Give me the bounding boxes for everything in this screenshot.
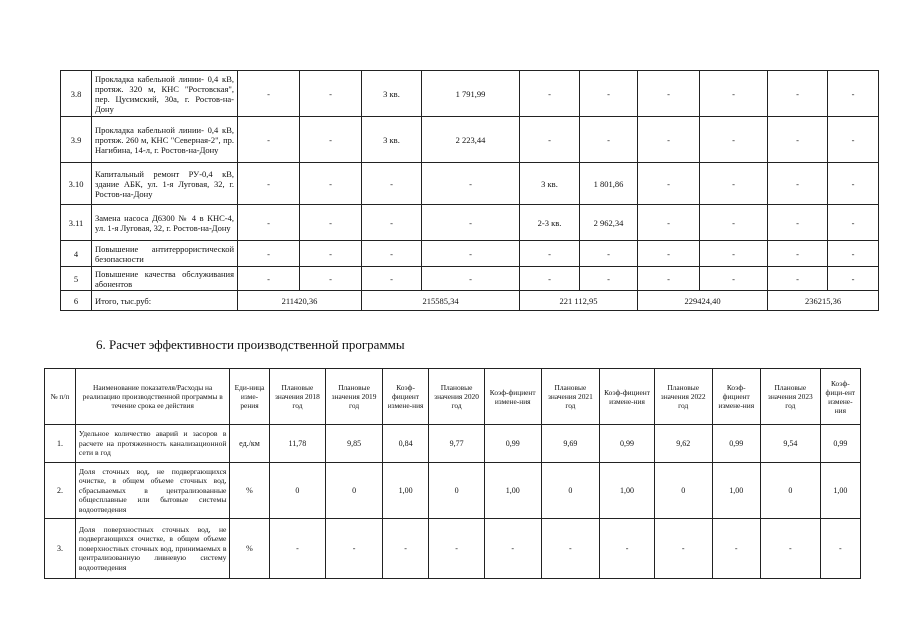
column-header: Плановые значения 2023 год (760, 369, 820, 425)
table-cell: - (828, 117, 879, 163)
column-header: № п/п (45, 369, 76, 425)
table-row (45, 463, 861, 519)
table-cell: 1 801,86 (580, 163, 638, 205)
table-cell: 2-3 кв. (520, 205, 580, 241)
row-name: Прокладка кабельной линии- 0,4 кВ, протяж. 260 м, КНС "Северная-2", пр. Нагибина, 14-л, г. Ростов-на-Дону (92, 117, 238, 163)
row-number: 3.11 (61, 205, 92, 241)
table-cell: - (520, 117, 580, 163)
column-header: Еди-ница изме-рения (230, 369, 269, 425)
column-header: Плановые значения 2019 год (326, 369, 383, 425)
row-name: Повышение антитеррористической безопасности (92, 241, 238, 267)
row-unit: ед./км (230, 425, 269, 463)
table-cell: - (520, 241, 580, 267)
row-number: 3. (45, 519, 76, 579)
table-row (61, 267, 879, 291)
row-number: 3.9 (61, 117, 92, 163)
table-cell: 1,00 (484, 463, 541, 519)
table-cell: - (422, 205, 520, 241)
table-cell: - (541, 519, 600, 579)
table-cell: - (580, 267, 638, 291)
table-cell: 0,99 (484, 425, 541, 463)
table-cell: - (700, 205, 768, 241)
table-cell: 1,00 (712, 463, 760, 519)
table-cell: 1,00 (820, 463, 860, 519)
table-cell: - (712, 519, 760, 579)
table-cell: - (700, 163, 768, 205)
row-name: Доля сточных вод, не подвергающихся очистке, в общем объеме сточных вод, сбрасываемых в централизованные общесплавные или бытовые системы водоотведения (75, 463, 230, 519)
total-value: 211420,36 (238, 291, 362, 311)
table-cell: - (580, 71, 638, 117)
column-header: Коэф-фициент измене-ния (484, 369, 541, 425)
table-cell: - (300, 267, 362, 291)
table-cell: - (700, 117, 768, 163)
table-cell: - (768, 163, 828, 205)
column-header: Коэф-фици-ент измене-ния (820, 369, 860, 425)
table-cell: - (828, 163, 879, 205)
row-number: 5 (61, 267, 92, 291)
table-cell: - (638, 205, 700, 241)
row-number: 4 (61, 241, 92, 267)
table-cell: 2 223,44 (422, 117, 520, 163)
table-cell: - (422, 163, 520, 205)
total-value: 236215,36 (768, 291, 879, 311)
table-cell: - (238, 267, 300, 291)
table-cell: - (768, 205, 828, 241)
row-name: Доля поверхностных сточных вод, не подвергающихся очистке, в общем объеме поверхностных сточных вод, принимаемых в централизованную ливневую систему водоотведения (75, 519, 230, 579)
table-cell: - (300, 117, 362, 163)
table-cell: 0 (429, 463, 485, 519)
table-cell: - (520, 71, 580, 117)
table-cell: 0,99 (600, 425, 655, 463)
table-cell: - (700, 267, 768, 291)
table-cell: - (600, 519, 655, 579)
table-cell: - (638, 71, 700, 117)
column-header: Плановые значения 2018 год (269, 369, 326, 425)
table-cell: 2 962,34 (580, 205, 638, 241)
row-number: 6 (61, 291, 92, 311)
column-header: Наименование показателя/Расходы на реализацию производственной программы в течение срока ее действия (75, 369, 230, 425)
row-number: 1. (45, 425, 76, 463)
table-cell: - (580, 241, 638, 267)
table-cell: - (362, 241, 422, 267)
table-cell: - (422, 267, 520, 291)
table-cell: 1,00 (382, 463, 428, 519)
investment-table (60, 70, 879, 311)
table-cell: - (300, 163, 362, 205)
table-cell: - (362, 163, 422, 205)
row-name: Замена насоса Д6300 № 4 в КНС-4, ул. 1-я Луговая, 32, г. Ростов-на-Дону (92, 205, 238, 241)
table-row (45, 425, 861, 463)
table-cell: - (654, 519, 712, 579)
table-cell: 3 кв. (362, 117, 422, 163)
total-label: Итого, тыс.руб: (92, 291, 238, 311)
table-cell: - (238, 205, 300, 241)
table-cell: - (422, 241, 520, 267)
table-cell: - (238, 117, 300, 163)
table-cell: - (768, 71, 828, 117)
table-cell: 0,99 (712, 425, 760, 463)
row-name: Удельное количество аварий и засоров в расчете на протяженность канализационной сети в год (75, 425, 230, 463)
table-cell: - (300, 71, 362, 117)
efficiency-table (44, 368, 861, 579)
table-cell: - (429, 519, 485, 579)
column-header: Коэф-фициент измене-ния (600, 369, 655, 425)
table-cell: - (300, 241, 362, 267)
column-header: Плановые значения 2020 год (429, 369, 485, 425)
table-cell: 9,62 (654, 425, 712, 463)
table-cell: 9,54 (760, 425, 820, 463)
table-cell: - (520, 267, 580, 291)
total-value: 221 112,95 (520, 291, 638, 311)
table-cell: 9,77 (429, 425, 485, 463)
table-row (61, 163, 879, 205)
table-cell: 9,85 (326, 425, 383, 463)
table-cell: 0,84 (382, 425, 428, 463)
table-row (61, 117, 879, 163)
table-cell: 0 (541, 463, 600, 519)
table-cell: - (638, 163, 700, 205)
table-cell: - (638, 241, 700, 267)
column-header: Коэф-фициент измене-ния (712, 369, 760, 425)
section-title: 6. Расчет эффективности производственной программы (96, 337, 405, 352)
table-cell: - (828, 267, 879, 291)
table-cell: - (326, 519, 383, 579)
table-cell: 11,78 (269, 425, 326, 463)
header-row (45, 369, 861, 425)
table-cell: 1 791,99 (422, 71, 520, 117)
table-cell: - (238, 241, 300, 267)
row-unit: % (230, 463, 269, 519)
row-number: 2. (45, 463, 76, 519)
table-cell: - (768, 267, 828, 291)
column-header: Плановые значения 2022 год (654, 369, 712, 425)
row-unit: % (230, 519, 269, 579)
column-header: Коэф-фициент измене-ния (382, 369, 428, 425)
table-cell: 0 (760, 463, 820, 519)
table-cell: - (238, 163, 300, 205)
table-cell: - (638, 267, 700, 291)
table-row (61, 205, 879, 241)
table-cell: - (820, 519, 860, 579)
table-cell: - (768, 117, 828, 163)
table-cell: - (828, 71, 879, 117)
table-cell: - (238, 71, 300, 117)
table-cell: - (362, 267, 422, 291)
table-row (45, 519, 861, 579)
table-cell: - (300, 205, 362, 241)
total-row (61, 291, 879, 311)
table-cell: 3 кв. (362, 71, 422, 117)
table-cell: - (362, 205, 422, 241)
table-cell: 3 кв. (520, 163, 580, 205)
table-row (61, 241, 879, 267)
table-cell: 0 (269, 463, 326, 519)
table-cell: - (638, 117, 700, 163)
table-cell: - (269, 519, 326, 579)
table-cell: - (382, 519, 428, 579)
row-number: 3.8 (61, 71, 92, 117)
total-value: 229424,40 (638, 291, 768, 311)
table-cell: - (828, 205, 879, 241)
table-cell: 9,69 (541, 425, 600, 463)
row-name: Повышение качества обслуживания абонентов (92, 267, 238, 291)
table-cell: 0,99 (820, 425, 860, 463)
row-number: 3.10 (61, 163, 92, 205)
table-cell: 0 (654, 463, 712, 519)
table-cell: - (700, 71, 768, 117)
table-cell: 0 (326, 463, 383, 519)
table-cell: - (484, 519, 541, 579)
table-cell: - (768, 241, 828, 267)
table-cell: 1,00 (600, 463, 655, 519)
table-cell: - (760, 519, 820, 579)
table-cell: - (700, 241, 768, 267)
total-value: 215585,34 (362, 291, 520, 311)
table-cell: - (828, 241, 879, 267)
table-row (61, 71, 879, 117)
table-cell: - (580, 117, 638, 163)
row-name: Прокладка кабельной линии- 0,4 кВ, протяж. 320 м, КНС "Ростовская", пер. Цусимский, 30а, г. Ростов-на-Дону (92, 71, 238, 117)
column-header: Плановые значения 2021 год (541, 369, 600, 425)
row-name: Капитальный ремонт РУ-0,4 кВ, здание АБК, ул. 1-я Луговая, 32, г. Ростов-на-Дону (92, 163, 238, 205)
